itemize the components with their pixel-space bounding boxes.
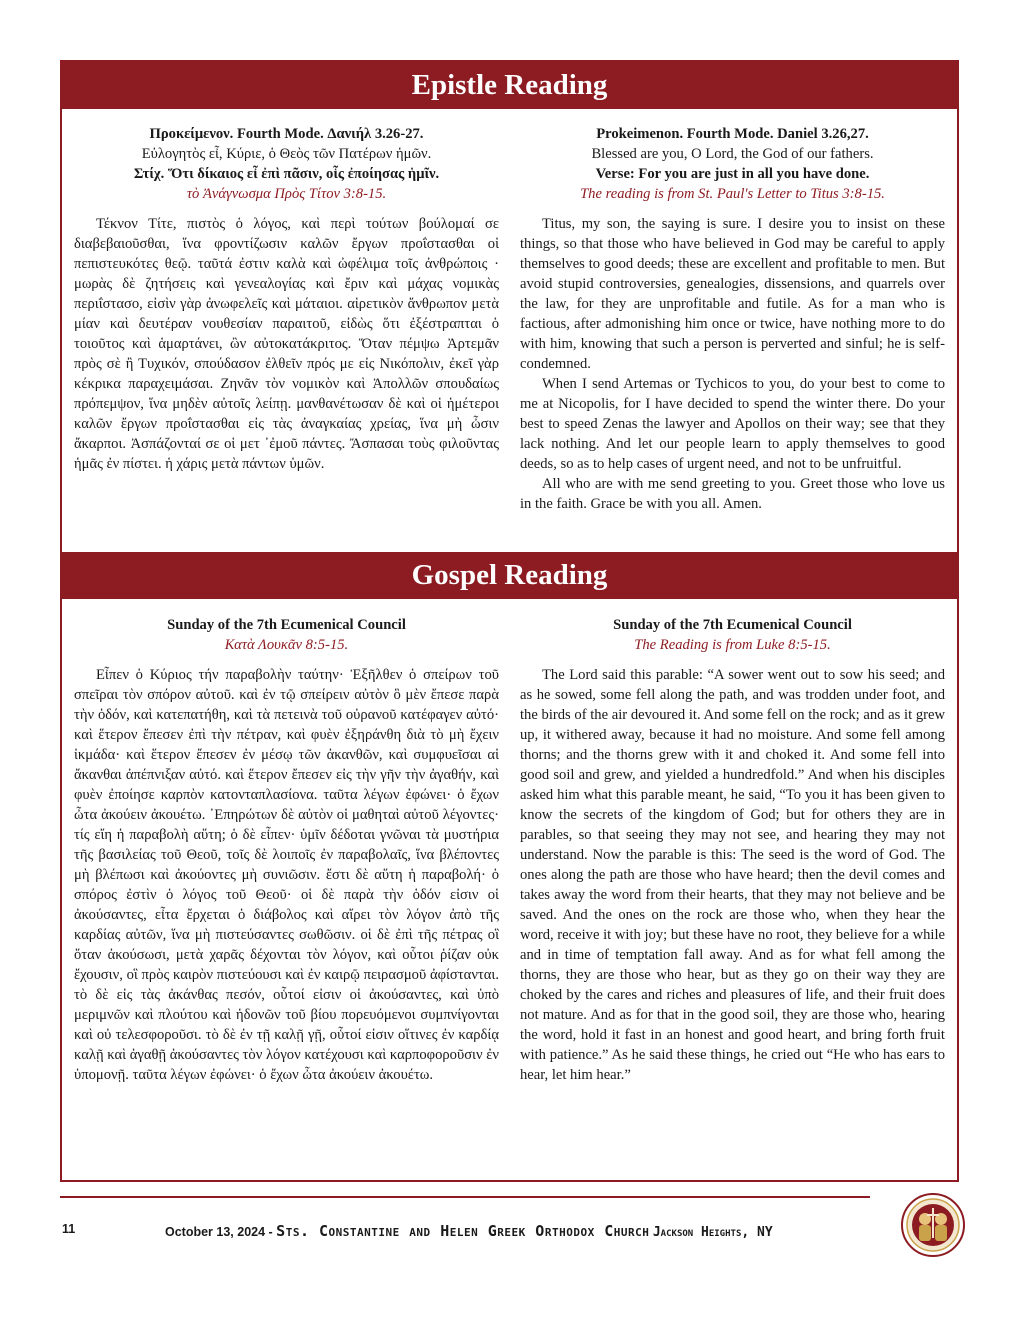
- epistle-greek-header: [74, 124, 499, 204]
- epistle-greek-reading-ref: τὸ Ἀνάγνωσμα Πρὸς Τίτον 3:8-15.: [186, 186, 387, 202]
- epistle-english-paragraph: Titus, my son, the saying is sure. I desire you to insist on these things, so that those who have believed in God may be careful to apply themselves to good deeds; these are excellent and profitable to men. But avoid stupid controversies, genealogies, dissensions, and quarrels over the law, for they are unprofitable and futile. As for a man who is factious, after admonishing him once or twice, have nothing more to do with him, knowing that such a person is perverted and sinful; he is self-condemned.: [520, 216, 945, 372]
- gospel-greek-text: Εἶπεν ὁ Κύριος τήν παραβολὴν ταύτην· Ἐξῆλθεν ὁ σπείρων τοῦ σπεῖραι τὸν σπόρον αὐτοῦ. καὶ ἐν τῷ σπείρειν αὐτὸν ὃ μὲν ἔπεσε παρὰ τὴν ὁδόν, καὶ κατεπατήθη, καὶ τὰ πετεινὰ τοῦ οὐρανοῦ κατέφαγεν αὐτό· καὶ ἕτερον ἔπεσεν ἐπὶ τὴν πέτραν, καὶ φυὲν ἐξηράνθη διὰ τὸ μὴ ἔχειν ἰκμάδα· καὶ ἕτερον ἔπεσεν ἐν μέσῳ τῶν ἀκανθῶν, καὶ συμφυεῖσαι αἱ ἄκανθαι ἀπέπνιξαν αὐτό. καὶ ἕτερον ἔπεσεν εἰς τὴν γῆν τὴν ἀγαθήν, καὶ φυὲν ἐποίησε καρπὸν κατονταπλασίονα. ταῦτα λέγων ἐφώνει· ὁ ἔχων ὦτα ἀκούειν ἀκουέτω. ᾽Επηρώτων δὲ αὐτὸν οἱ μαθηταὶ αὐτοῦ λέγοντες· τίς εἴη ἡ παραβολὴ αὕτη; ὁ δὲ εἶπεν· ὑμῖν δέδοται γνῶναι τὰ μυστήρια τῆς βασιλείας τοῦ Θεοῦ, τοῖς δὲ λοιποῖς ἐν παραβολαῖς, ἵνα βλέποντες μὴ βλέπωσι καὶ ἀκούοντες μὴ συνιῶσιν. ἔστι δὲ αὕτη ἡ παραβολή· ὁ σπόρος ἐστὶν ὁ λόγος τοῦ Θεοῦ· οἱ δὲ παρὰ τὴν ὁδόν εἰσιν οἱ ἀκούσαντες, εἶτα ἔρχεται ὁ διάβολος καὶ αἴρει τὸν λόγον ἀπὸ τῆς καρδίας αὐτῶν, ἵνα μὴ πιστεύσαντες σωθῶσιν. οἱ δὲ ἐπὶ τῆς πέτρας οἳ ὅταν ἀκούσωσι, μετὰ χαρᾶς δέχονται τὸν λόγον, καὶ οὗτοι ῥίζαν οὐκ ἔχουσιν, οἳ πρὸς καιρὸν πιστεύουσι καὶ ἐν καιρῷ πειρασμοῦ ἀφίστανται. τὸ δὲ εἰς τὰς ἀκάνθας πεσόν, οὗτοί εἰσιν οἱ ἀκούσαντες, καὶ ὑπὸ μεριμνῶν καὶ πλούτου καὶ ἡδονῶν τοῦ βίου πορευόμενοι συμπνίγονται καὶ οὐ τελεσφοροῦσι. τὸ δὲ ἐν τῇ καλῇ γῇ, οὗτοί εἰσιν οἵτινες ἐν καρδίᾳ καλῇ καὶ ἀγαθῇ ἀκούσαντες τὸν λόγον κατέχουσι καὶ καρποφοροῦσιν ἐν ὑπομονῇ. ταῦτα λέγων ἐφώνει· ὁ ἔχων ὦτα ἀκούειν ἀκουέτω.: [74, 667, 499, 1083]
- footer-line: [165, 1222, 773, 1240]
- gospel-english-text: The Lord said this parable: “A sower went out to sow his seed; and as he sowed, some fell along the path, and was trodden under foot, and the birds of the air devoured it. And some fell on the rock; and as it grew up, it withered away, because it had no moisture. And some fell among thorns; and the thorns grew with it and choked it. And some fell into good soil and grew, and yielded a hundredfold.” And when his disciples asked him what this parable meant, he said, “To you it has been given to know the secrets of the kingdom of God; but for others they are in parables, so that seeing they may not see, and hearing they may not understand. Now the parable is this: The seed is the word of God. The ones along the path are those who have heard; then the devil comes and takes away the word from their hearts, that they may not believe and be saved. And the ones on the rock are those who, when they hear the word, receive it with joy; but these have no root, they believe for a while and in time of temptation fall away. And as for what fell among the thorns, they are those who hear, but as they go on their way they are choked by the cares and riches and pleasures of life, and their fruit does not mature. And as for that in the good soil, they are those who, hearing the word, hold it fast in an honest and good heart, and bring forth fruit with patience.” As he said these things, he cried out “He who has ears to hear, let him hear.”: [520, 667, 945, 1083]
- gospel-greek-title: Sunday of the 7th Ecumenical Council: [167, 617, 406, 633]
- epistle-english-reading-ref: The reading is from St. Paul's Letter to Titus 3:8-15.: [580, 186, 885, 202]
- gospel-english-body: [520, 665, 945, 1085]
- epistle-greek-text: Τέκνον Τίτε, πιστὸς ὁ λόγος, καὶ περὶ τούτων βούλομαί σε διαβεβαιοῦσθαι, ἵνα φροντίζωσιν καλῶν ἔργων προΐστασθαι οἱ πεπιστευκότες θεῷ. ταῦτά ἐστιν καλὰ καὶ ὠφέλιμα τοῖς ἀνθρώποις · μωρὰς δὲ ζητήσεις καὶ γενεαλογίας καὶ ἔριν καὶ μάχας νομικὰς περιΐστασο, εἰσὶν γὰρ ἀνωφελεῖς καὶ μάταιοι. αἱρετικὸν ἄνθρωπον μετὰ μίαν καὶ δευτέραν νουθεσίαν παραιτοῦ, εἰδὼς ὅτι ἐξέστραπται ὁ τοιοῦτος καὶ ἁμαρτάνει, ὢν αὐτοκατάκριτος. Ὅταν πέμψω Ἀρτεμᾶν πρὸς σὲ ἢ Τυχικόν, σπούδασον ἐλθεῖν πρός με εἰς Νικόπολιν, ἐκεῖ γὰρ κέκρικα παραχειμάσαι. Ζηνᾶν τὸν νομικὸν καὶ Ἀπολλῶν σπουδαίως πρόπεμψον, ἵνα μηδὲν αὐτοῖς λείπῃ. μανθανέτωσαν δὲ καὶ οἱ ἡμέτεροι καλῶν ἔργων προΐστασθαι εἰς τὰς ἀναγκαίας χρείας, ἵνα μὴ ὦσιν ἄκαρποι. Ἀσπάζονταί σε οἱ μετ ᾽ἐμοῦ πάντες. Ἄσπασαι τοὺς φιλοῦντας ἡμᾶς ἐν πίστει. ἡ χάρις μετὰ πάντων ὑμῶν.: [74, 216, 499, 472]
- gospel-english-title: Sunday of the 7th Ecumenical Council: [613, 617, 852, 633]
- gospel-greek-header: [74, 615, 499, 655]
- epistle-english-column: [520, 124, 945, 514]
- gospel-english-reading-ref: The Reading is from Luke 8:5-15.: [634, 637, 831, 653]
- epistle-english-verse: Verse: For you are just in all you have done.: [595, 166, 870, 182]
- epistle-greek-prokeimenon: Προκείμενον. Fourth Mode. Δανιήλ 3.26-27.: [149, 126, 424, 142]
- epistle-english-header: [520, 124, 945, 204]
- epistle-greek-line1: Εὐλογητὸς εἶ, Κύριε, ὁ Θεὸς τῶν Πατέρων ἡμῶν.: [141, 146, 432, 162]
- readings-frame: [60, 60, 959, 1182]
- gospel-english-column: [520, 615, 945, 1085]
- footer-church-name: Sts. Constantine and Helen Greek Orthodox Church: [276, 1222, 650, 1240]
- epistle-english-line1: Blessed are you, O Lord, the God of our fathers.: [591, 146, 874, 162]
- epistle-greek-body: [74, 214, 499, 474]
- gospel-banner: Gospel Reading: [62, 552, 957, 599]
- footer-rule: [60, 1196, 870, 1198]
- epistle-english-paragraph: When I send Artemas or Tychicos to you, do your best to come to me at Nicopolis, for I have decided to spend the winter there. Do your best to speed Zenas the lawyer and Apollos on their way; see that they lack nothing. And let our people learn to apply themselves to good deeds, so as to help cases of urgent need, and not to be unfruitful.: [520, 376, 945, 472]
- gospel-greek-column: [74, 615, 499, 1085]
- epistle-english-body: [520, 214, 945, 514]
- epistle-banner: Epistle Reading: [62, 62, 957, 109]
- gospel-greek-reading-ref: Κατὰ Λουκᾶν 8:5-15.: [224, 637, 349, 653]
- gospel-greek-body: [74, 665, 499, 1085]
- footer-date: October 13, 2024: [165, 1225, 266, 1239]
- epistle-greek-column: [74, 124, 499, 474]
- footer-location: Jackson Heights, NY: [652, 1225, 773, 1240]
- epistle-english-prokeimenon: Prokeimenon. Fourth Mode. Daniel 3.26,27.: [596, 126, 869, 142]
- footer-separator: -: [265, 1225, 277, 1239]
- epistle-greek-verse: Στίχ. Ὅτι δίκαιος εἶ ἐπὶ πᾶσιν, οἷς ἐποίησας ἡμῖν.: [133, 166, 440, 182]
- church-seal-icon: [900, 1192, 966, 1258]
- gospel-english-header: [520, 615, 945, 655]
- page-number: 11: [62, 1222, 76, 1236]
- epistle-english-paragraph: All who are with me send greeting to you. Greet those who love us in the faith. Grace be with you all. Amen.: [520, 476, 945, 512]
